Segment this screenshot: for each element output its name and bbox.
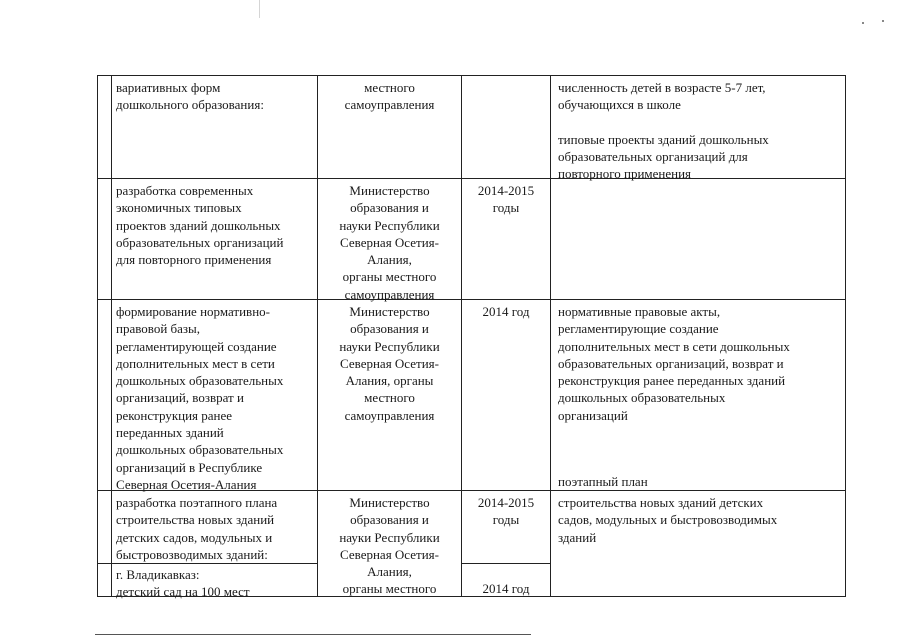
table-col-divider-1 <box>111 75 112 597</box>
row4-result: строительства новых зданий детских садов, модульных и быстровозводимых зданий <box>558 495 778 545</box>
row2-responsible: Министерство образования и науки Республики Северная Осетия- Алания, органы местного самоуправления <box>339 183 440 302</box>
footer-rule <box>95 634 531 635</box>
row4-period: 2014-2015 годы <box>477 495 535 528</box>
row2-period: 2014-2015 годы <box>477 183 535 216</box>
scan-mark-top <box>259 0 260 18</box>
table-row-divider-4-partial-b <box>461 563 550 564</box>
row3-result-extra: поэтапный план <box>558 474 648 489</box>
row3-result: нормативные правовые акты, регламентирующие создание дополнительных мест в сети дошкольных образовательных организаций, возврат и реконструкция ранее переданных зданий дошкольных образовательных организаций <box>558 304 790 423</box>
row3-task: формирование нормативно- правовой базы, регламентирующей создание дополнительных мест в сети дошкольных образовательных организаций, возврат и реконструкция ранее переданных зданий дошкольных образовательных организаций в Республике Северная Осетия-Алания <box>116 304 284 492</box>
table-border-left <box>97 75 98 597</box>
row1-responsible: местного самоуправления <box>344 80 435 113</box>
row1-task: вариативных форм дошкольного образования: <box>116 80 264 113</box>
row4-responsible: Министерство образования и науки Республики Северная Осетия- Алания, органы местного <box>339 495 440 597</box>
row3-responsible: Министерство образования и науки Республики Северная Осетия- Алания, органы местного самоуправления <box>339 304 440 423</box>
table-row-divider-2 <box>97 299 846 300</box>
row5-task: г. Владикавказ: детский сад на 100 мест <box>116 567 250 600</box>
table-border-right <box>845 75 846 597</box>
row5-period: 2014 год <box>482 581 530 596</box>
row3-period: 2014 год <box>482 304 530 319</box>
table-col-divider-4 <box>550 75 551 597</box>
row2-task: разработка современных экономичных типовых проектов зданий дошкольных образовательных организаций для повторного применения <box>116 183 284 268</box>
scan-mark-dot-2 <box>882 20 884 22</box>
row4-task: разработка поэтапного плана строительства новых зданий детских садов, модульных и быстровозводимых зданий: <box>116 495 278 562</box>
scan-mark-dot <box>862 22 864 24</box>
table-border-top <box>97 75 846 76</box>
row1-result: численность детей в возрасте 5-7 лет, обучающихся в школе типовые проекты зданий дошкольных образовательных организаций для повторного применения <box>558 80 769 182</box>
